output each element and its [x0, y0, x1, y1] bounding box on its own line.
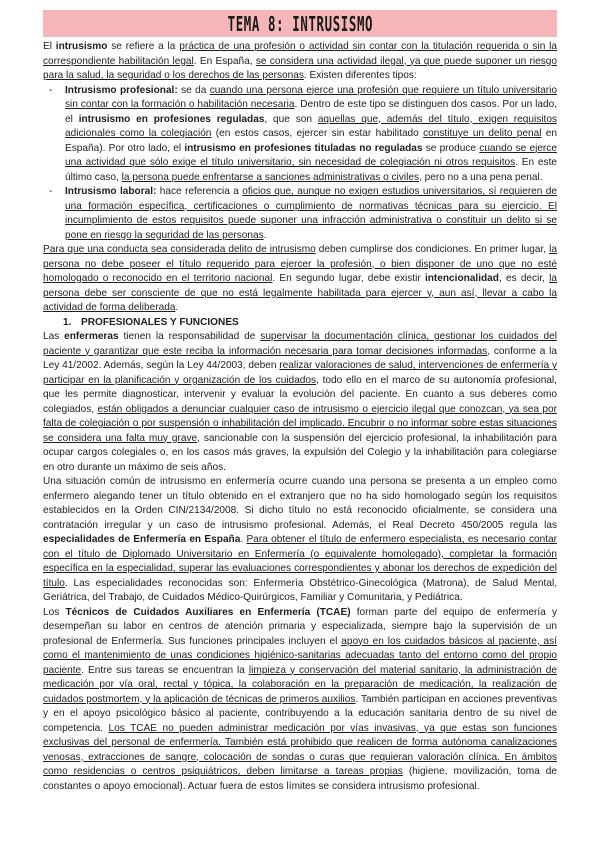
text-run: en España). Por otro lado, el: [65, 128, 557, 154]
text-run: . En España,: [193, 55, 256, 67]
underlined-text: aquellas que, además del título, exigen requisitos adicionales como la colegiación: [65, 113, 557, 139]
underlined-text: supervisar la documentación clínica, gestionar los cuidados del paciente y garantizar que este reciba la información necesaria para tomar decisiones informadas: [43, 331, 557, 357]
situation-paragraph: [43, 475, 557, 606]
intro-paragraph: [43, 40, 557, 84]
underlined-text: Para que una conducta sea considerada delito de intrusismo: [43, 244, 316, 255]
underlined-text: oficios que, aunque no exigen estudios universitarios, sí requieren de una formación específica, certificaciones o cumplimiento de normativas técnicas para su ejercicio. El incumplimiento de estos requisitos puede suponer una infracción administrativa o constituir un delito si se pone en riesgo la seguridad de las personas: [65, 186, 557, 241]
conditions-paragraph: [43, 243, 557, 316]
underlined-text: Los TCAE no pueden administrar medicación por vías invasivas, ya que estas son funciones exclusivas del personal de enfermería. También está prohibido que realicen de forma autónoma canalizaciones venosas, extracciones de sangre, colocación de sondas o curas que requieran valoración clínica. En ámbitos como residencias o centros psiquiátricos, deben limitarse a tareas propias: [43, 722, 558, 777]
text-run: (en estos casos, ejercer sin estar habilitado: [211, 128, 424, 139]
underlined-text: cuando se ejerce una actividad que sólo exige el título universitario, sin necesidad de colegiación ni otros requisitos: [65, 142, 557, 168]
underlined-text: la persona debe ser consciente de que no está legalmente habilitada para ejercer y, aun así, llevar a cabo la actividad de forma deliberada: [43, 273, 557, 313]
text-run: .: [263, 229, 267, 241]
text-run: , sancionable con la suspensión del ejercicio profesional, la inhabilitación para ocupar cargos colegiales o, en los casos más graves, la expulsión del Colegio y la inhabilitación para colegiarse en otro durante un máximo de seis años.: [43, 432, 558, 473]
document-body: [43, 40, 557, 794]
text-run: , todo ello en el marco de su autonomía profesional, que les permite diagnosticar, intervenir y evaluar la evolución del paciente. En cuanto a sus deberes como colegiados,: [43, 374, 557, 415]
text-run: se refiere a la: [107, 41, 180, 52]
text-run: .: [175, 302, 179, 313]
text-run: , conforme a la Ley 41/2002. Además, según la Ley 44/2003, deben: [43, 345, 557, 371]
section-title: PROFESIONALES Y FUNCIONES: [81, 316, 239, 328]
text-run: deben cumplirse dos condiciones. En primer lugar,: [315, 244, 550, 255]
text-run: , pero no a una pena penal.: [419, 171, 543, 183]
bold-term: intrusismo: [55, 41, 108, 52]
bold-term: intrusismo en profesiones reguladas: [78, 113, 265, 125]
bold-term: intencionalidad: [424, 273, 499, 284]
text-run: Las: [43, 331, 65, 342]
text-run: . Entre sus tareas se encuentran la: [81, 664, 249, 676]
page-title: TEMA 8: INTRUSISMO: [227, 11, 373, 36]
underlined-text: se considera una actividad ilegal, ya que puede suponer un riesgo para la salud, la seguridad o los derechos de las personas: [43, 55, 557, 81]
underlined-text: están obligados a denunciar cualquier caso de intrusismo o ejercicio ilegal que conozcan, ya sea por falta de colegiación o por suspensión o inhabilitación del implicado. Encubrir o no informar sobre estas situaciones se considera una falta muy grave: [43, 403, 557, 444]
text-run: . Existen diferentes tipos:: [303, 70, 417, 81]
underlined-text: práctica de una profesión o actividad sin contar con la titulación requerida o sin la correspondiente habilitación legal: [43, 41, 558, 67]
underlined-text: constituye un delito penal: [423, 128, 542, 139]
text-run: . En segundo lugar, debe existir: [272, 273, 425, 284]
bold-term: especialidades de Enfermería en España: [43, 534, 241, 545]
title-banner: [43, 10, 557, 37]
nurses-paragraph: [43, 330, 557, 475]
underlined-text: cuando una persona ejerce una profesión que requiere un título universitario sin contar con la formación o habilitación necesaria: [65, 84, 557, 110]
underlined-text: apoyo en los cuidados básicos al paciente, así como el mantenimiento de unas condiciones higiénico-sanitarias adecuadas tanto del entorno como del propio paciente: [43, 635, 558, 676]
bold-term: Intrusismo laboral:: [65, 186, 157, 197]
type-professional: [65, 84, 557, 186]
text-run: . En este último caso,: [65, 157, 557, 183]
text-run: (higiene, movilización, toma de constantes o apoyo emocional). Actuar fuera de estos límites se considera intrusismo profesional.: [43, 766, 557, 792]
text-run: , que son: [264, 113, 318, 125]
underlined-text: la persona puede enfrentarse a sanciones administrativas o civiles: [121, 171, 420, 183]
text-run: El: [43, 41, 56, 52]
bold-term: Técnicos de Cuidados Auxiliares en Enfermería (TCAE): [65, 606, 351, 618]
underlined-text: Para obtener el título de enfermero especialista, es necesario contar con el título de Diplomado Universitario en Enfermería (o equivalente homologado), completar la formación específica en la especialidad, superar las evaluaciones correspondientes y abonar los derechos de expedición del título: [43, 534, 557, 589]
text-run: . Dentro de este tipo se distinguen dos casos. Por un lado, el: [65, 99, 557, 125]
text-run: se da: [177, 84, 210, 96]
text-run: . Las especialidades reconocidas son: Enfermería Obstétrico-Ginecológica (Matrona), de Salud Mental, Geriátrica, del Trabajo, de Cuidados Médico-Quirúrgicos, Familiar y Comunitaria, y Pediátrica.: [43, 577, 557, 603]
tcae-paragraph: [43, 606, 557, 795]
text-run: Los: [43, 606, 66, 618]
text-run: .: [240, 534, 247, 545]
section-heading: [43, 316, 557, 331]
underlined-text: la persona no debe poseer el título requerido para ejercer la profesión, o bien disponer de uno que no esté homologado o reconocido en el territorio nacional: [43, 244, 557, 284]
intrusion-types-list: [43, 84, 557, 244]
bold-term: enfermeras: [64, 331, 119, 342]
bold-term: Intrusismo profesional:: [65, 84, 178, 96]
text-run: tienen la responsabilidad de: [118, 331, 261, 342]
text-run: forman parte del equipo de enfermería y desempeñan su labor en centros de atención primaria y especializada, siempre bajo la supervisión de un profesional de Enfermería. Sus funciones principales incluyen el: [43, 606, 558, 647]
text-run: hace referencia a: [156, 186, 243, 197]
type-labor: [65, 185, 557, 243]
underlined-text: limpieza y conservación del material sanitario, la administración de medicación por vía oral, rectal y tópica, la colaboración en la preparación de medicación, la realización de cuidados postmortem, y la aplicación de técnicas de primeros auxilios: [43, 664, 557, 705]
text-run: , es decir,: [498, 273, 550, 284]
bold-term: intrusismo en profesiones tituladas no reguladas: [184, 142, 423, 154]
text-run: Una situación común de intrusismo en enfermería ocurre cuando una persona se presenta a un empleo como enfermero alegando tener un título obtenido en el extranjero que no ha sido homologado según los requisitos establecidos en la Orden CIN/2134/2008. Si dicho título no está reconocido oficialmente, se considera una contratación irregular y un caso de intrusismo profesional. Además, el Real Decreto 450/2005 regula las: [43, 476, 557, 531]
text-run: . También participan en acciones preventivas y en el apoyo psicológico básico al paciente, contribuyendo a la educación sanitaria dentro de su nivel de competencia.: [43, 693, 558, 734]
section-number: 1.: [63, 316, 72, 328]
text-run: se produce: [422, 142, 480, 154]
underlined-text: realizar valoraciones de salud, intervenciones de enfermería y participar en la planificación y organización de los cuidados: [43, 360, 558, 386]
